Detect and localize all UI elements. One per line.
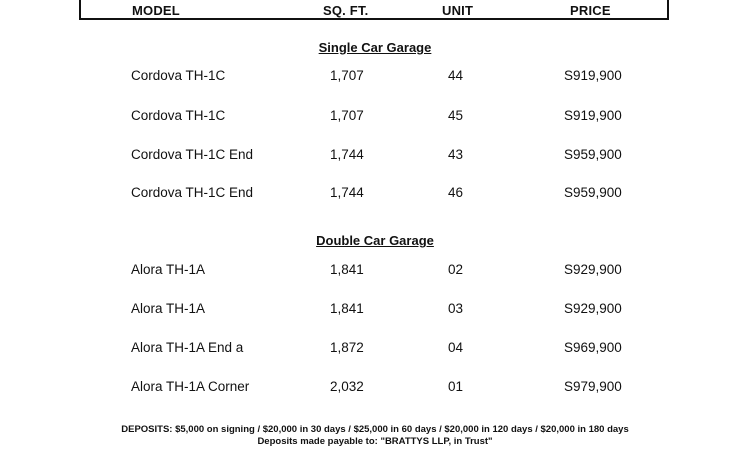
cell-price: S919,900 [564, 68, 622, 83]
cell-sqft: 1,744 [330, 185, 364, 200]
section-title-double-garage: Double Car Garage [316, 233, 434, 248]
cell-model: Alora TH-1A [131, 262, 206, 277]
cell-sqft: 1,841 [330, 262, 364, 277]
cell-unit: 03 [448, 301, 464, 316]
table-row [0, 68, 750, 86]
cell-price: S919,900 [564, 108, 622, 123]
table-row [0, 340, 750, 358]
cell-unit: 46 [448, 185, 464, 200]
table-row [0, 185, 750, 203]
deposits-payable-note: Deposits made payable to: "BRATTYS LLP, in Trust" [257, 436, 493, 447]
cell-model: Cordova TH-1C [131, 68, 226, 83]
cell-unit: 02 [448, 262, 464, 277]
cell-price: S959,900 [564, 147, 622, 162]
cell-sqft: 2,032 [330, 379, 364, 394]
table-header [79, 0, 669, 20]
cell-sqft: 1,841 [330, 301, 364, 316]
cell-sqft: 1,872 [330, 340, 364, 355]
cell-price: S929,900 [564, 301, 622, 316]
column-header-sqft: SQ. FT. [323, 3, 369, 18]
cell-model: Cordova TH-1C End [131, 147, 254, 162]
table-row [0, 108, 750, 126]
cell-sqft: 1,707 [330, 108, 364, 123]
table-row [0, 301, 750, 319]
cell-model: Cordova TH-1C End [131, 185, 254, 200]
cell-sqft: 1,707 [330, 68, 364, 83]
cell-price: S959,900 [564, 185, 622, 200]
cell-model: Alora TH-1A Corner [131, 379, 250, 394]
table-row [0, 379, 750, 397]
column-header-unit: UNIT [442, 3, 474, 18]
cell-price: S979,900 [564, 379, 622, 394]
cell-unit: 04 [448, 340, 464, 355]
cell-model: Cordova TH-1C [131, 108, 226, 123]
cell-unit: 01 [448, 379, 464, 394]
column-header-price: PRICE [570, 3, 611, 18]
cell-unit: 45 [448, 108, 464, 123]
table-row [0, 147, 750, 165]
cell-model: Alora TH-1A [131, 301, 206, 316]
cell-unit: 43 [448, 147, 464, 162]
cell-price: S929,900 [564, 262, 622, 277]
deposits-terms: DEPOSITS: $5,000 on signing / $20,000 in 30 days / $25,000 in 60 days / $20,000 in 120 days / $20,000 in 180 days [121, 424, 629, 435]
table-row [0, 262, 750, 280]
cell-price: S969,900 [564, 340, 622, 355]
column-header-model: MODEL [132, 3, 180, 18]
cell-unit: 44 [448, 68, 464, 83]
cell-model: Alora TH-1A End a [131, 340, 244, 355]
cell-sqft: 1,744 [330, 147, 364, 162]
section-title-single-garage: Single Car Garage [318, 40, 432, 55]
